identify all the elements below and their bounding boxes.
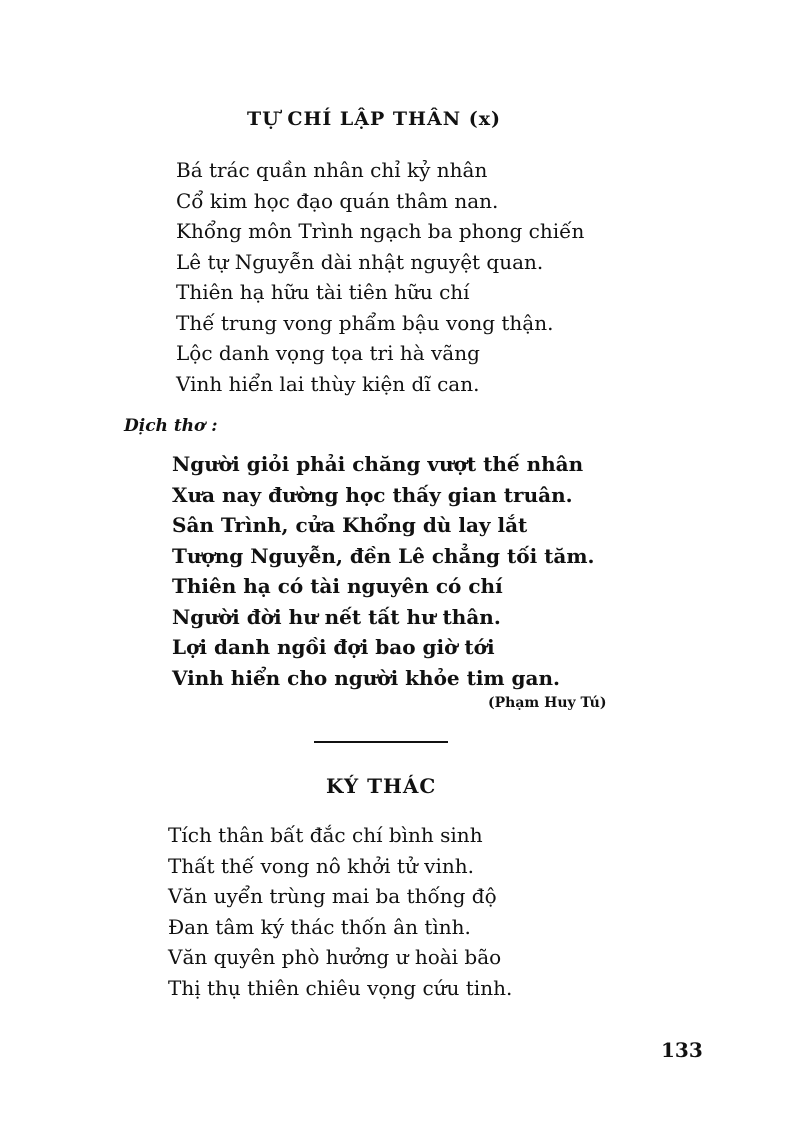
poem-line: Vinh hiển lai thùy kiện dĩ can.	[176, 371, 480, 396]
translation-line: Lợi danh ngồi đợi bao giờ tới	[172, 635, 495, 659]
translation-body	[172, 449, 594, 693]
poem-body	[168, 820, 512, 1003]
translation-line: Người giỏi phải chăng vượt thế nhân	[172, 452, 584, 476]
poem-line: Bá trác quần nhân chỉ kỷ nhân	[176, 158, 488, 182]
poem-line: Cổ kim học đạo quán thâm nan.	[176, 188, 499, 213]
poem-line: Thất thế vong nô khởi tử vinh.	[168, 853, 474, 878]
poem-title: TỰ CHÍ LẬP THÂN (x)	[247, 108, 502, 130]
translation-line: Thiên hạ có tài nguyên có chí	[172, 574, 503, 598]
translation-line: Sân Trình, cửa Khổng dù lay lắt	[172, 513, 528, 537]
translation-line: Vinh hiển cho người khỏe tim gan.	[172, 665, 560, 690]
translation-line: Người đời hư nết tất hư thân.	[172, 604, 501, 629]
poem-title: KÝ THÁC	[326, 774, 437, 798]
poem-line: Lộc danh vọng tọa tri hà vãng	[176, 341, 480, 365]
poem-line: Lê tự Nguyễn dài nhật nguyệt quan.	[176, 249, 544, 274]
poem-line: Văn uyển trùng mai ba thống độ	[168, 884, 497, 908]
poem-body	[176, 155, 584, 399]
poem-line: Khổng môn Trình ngạch ba phong chiến	[176, 219, 585, 243]
poem-line: Tích thân bất đắc chí bình sinh	[168, 823, 483, 847]
translation-label: Dịch thơ :	[124, 416, 218, 436]
poem-line: Thế trung vong phẩm bậu vong thận.	[176, 310, 554, 335]
page-number: 133	[661, 1038, 703, 1062]
poem-line: Đan tâm ký thác thốn ân tình.	[168, 914, 471, 939]
translation-line: Xưa nay đường học thấy gian truân.	[172, 482, 573, 507]
poem-line: Văn quyên phò hưởng ư hoài bão	[168, 945, 502, 969]
translator-credit: (Phạm Huy Tú)	[488, 695, 607, 711]
translation-line: Tượng Nguyễn, đền Lê chẳng tối tăm.	[172, 543, 595, 568]
section-divider	[314, 741, 448, 743]
poem-line: Thiên hạ hữu tài tiên hữu chí	[176, 280, 470, 304]
poem-line: Thị thụ thiên chiêu vọng cứu tinh.	[168, 975, 513, 1000]
